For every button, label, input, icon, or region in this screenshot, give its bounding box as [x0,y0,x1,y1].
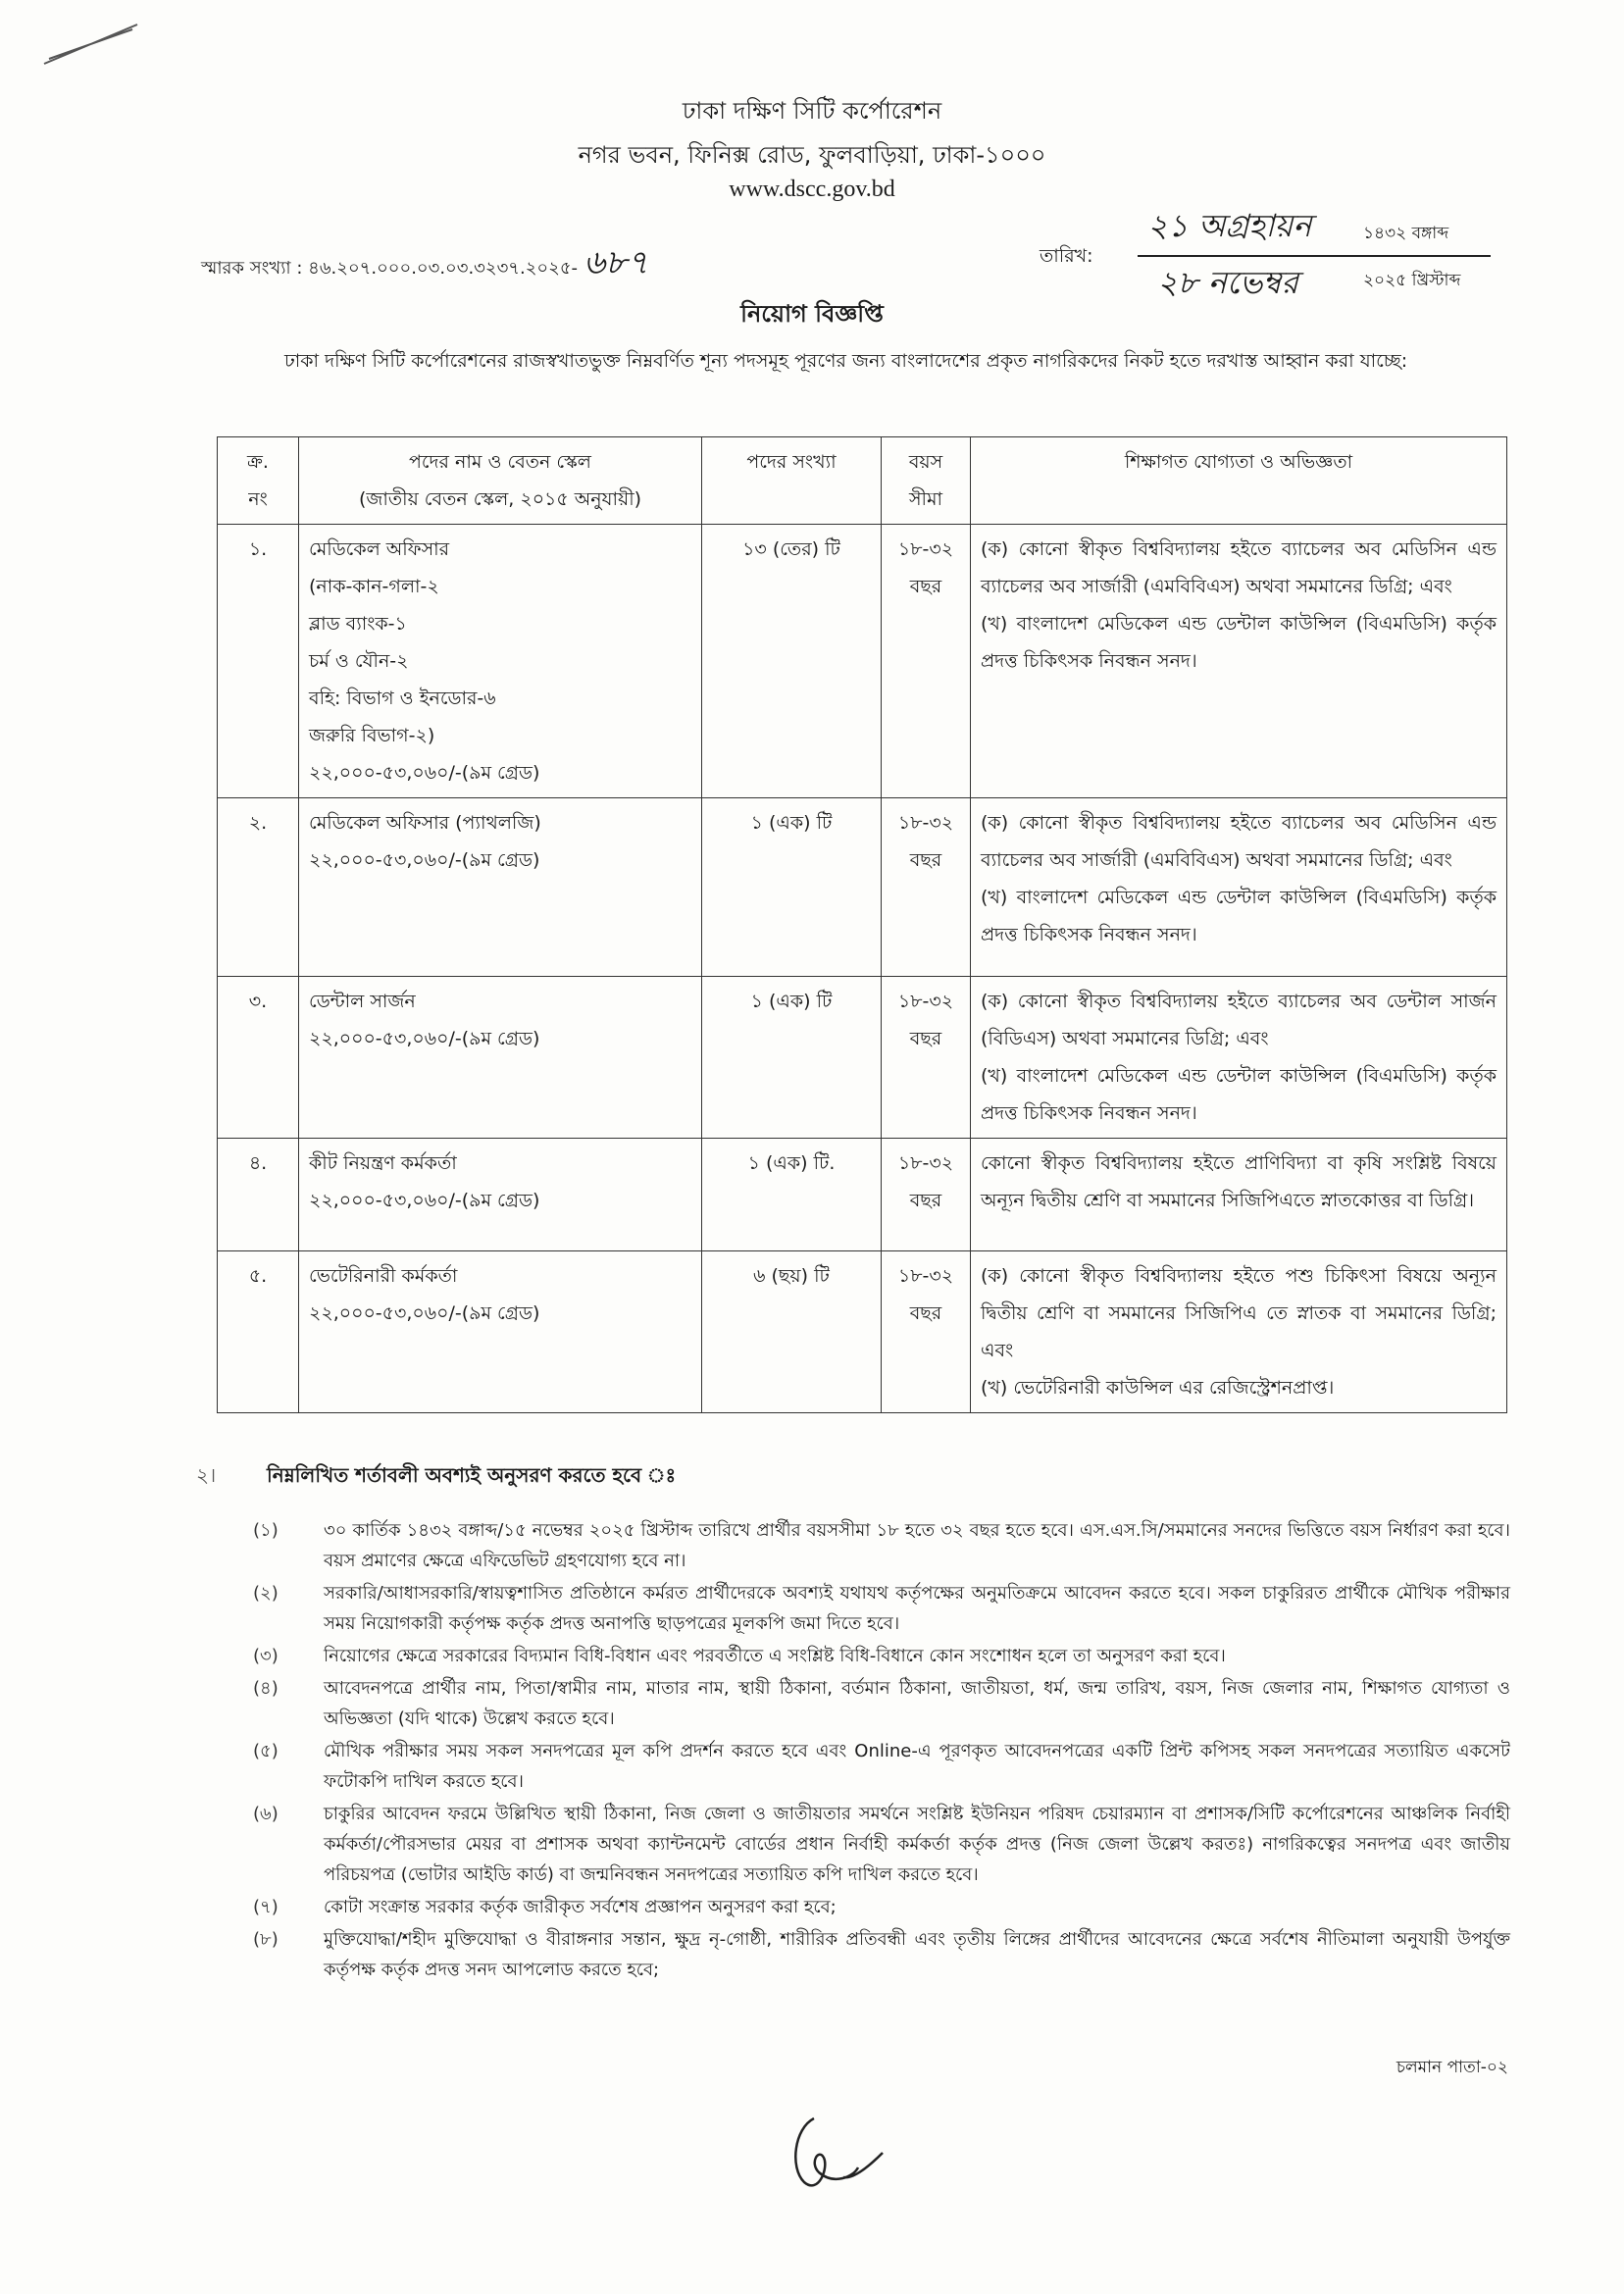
post-line: ডেন্টাল সার্জন [309,991,416,1012]
date-block [1040,201,1491,299]
header-serial [218,437,299,525]
condition-item [253,1641,1510,1671]
condition-number: (৩) [253,1646,279,1666]
age-line: বছর [909,576,942,597]
continued-page-note: চলমান পাতা-০২ [1396,2058,1508,2077]
header-post [299,437,702,525]
header-count: পদের সংখ্যা [702,437,882,525]
condition-text: চাকুরির আবেদন ফরমে উল্লিখিত স্থায়ী ঠিকানা, নিজ জেলা ও জাতীয়তার সমর্থনে সংশ্লিষ্ট ইউনিয়ন পরিষদ চেয়ারম্যান বা প্রশাসক/সিটি কর্পোরেশনের আঞ্চলিক নির্বাহী কর্মকর্তা/পৌরসভার মেয়র বা প্রশাসক অথবা ক্যান্টনমেন্ট বোর্ডের প্রধান নির্বাহী কর্মকর্তা কর্তৃক প্রদত্ত (নিজ জেলা উল্লেখ করতঃ) নাগরিকত্বের সনদপত্র এবং জাতীয় পরিচয়পত্র (ভোটার আইডি কার্ড) বা জন্মনিবন্ধন সনদপত্রের সত্যায়িত কপি দাখিল করতে হবে। [324,1804,1510,1885]
cell-qualification [971,525,1507,798]
condition-item [253,1515,1510,1576]
english-year: ২০২৫ খ্রিস্টাব্দ [1363,271,1461,290]
condition-number: (১) [253,1520,279,1541]
post-line: কীট নিয়ন্ত্রণ কর্মকর্তা [309,1152,457,1174]
cell-age [882,1139,971,1251]
header-age-line: বয়স [908,451,943,473]
vacancy-table [217,436,1507,1413]
margin-scribble [39,20,147,69]
qualification-item: (খ) বাংলাদেশ মেডিকেল এন্ড ডেন্টাল কাউন্সিল (বিএমডিসি) কর্তৃক প্রদত্ত চিকিৎসক নিবন্ধন সনদ। [981,887,1497,945]
header-qualification: শিক্ষাগত যোগ্যতা ও অভিজ্ঞতা [971,437,1507,525]
post-line: ভেটেরিনারী কর্মকর্তা [309,1265,458,1287]
intro-paragraph: ঢাকা দক্ষিণ সিটি কর্পোরেশনের রাজস্বখাতভুক্ত নিম্নবর্ণিত শূন্য পদসমূহ পূরণের জন্য বাংলাদেশের প্রকৃত নাগরিকদের নিকট হতে দরখাস্ত আহ্বান করা যাচ্ছে: [284,350,1408,372]
section-2-heading [196,1461,676,1494]
table-row [218,525,1507,798]
condition-number: (৫) [253,1741,279,1761]
condition-number: (৬) [253,1804,279,1824]
post-line: ২২,০০০-৫৩,০৬০/-(৯ম গ্রেড) [309,1028,540,1049]
post-line: ২২,০০০-৫৩,০৬০/-(৯ম গ্রেড) [309,1190,540,1211]
age-line: বছর [909,849,942,871]
cell-serial: ২. [218,798,299,977]
signature [785,2109,892,2197]
condition-item [253,1924,1510,1985]
org-address: নগর ভবন, ফিনিক্স রোড, ফুলবাড়িয়া, ঢাকা-১০০০ [578,141,1046,169]
qualification-item: (ক) কোনো স্বীকৃত বিশ্ববিদ্যালয় হইতে ব্যাচেলর অব ডেন্টাল সার্জন (বিডিএস) অথবা সমমানের ডিগ্রি; এবং [981,991,1497,1049]
condition-text: ৩০ কার্তিক ১৪৩২ বঙ্গাব্দ/১৫ নভেম্বর ২০২৫ খ্রিস্টাব্দ তারিখে প্রার্থীর বয়সসীমা ১৮ হতে ৩২ বছর হতে হবে। এস.এস.সি/সমমানের সনদের ভিত্তিতে বয়স নির্ধারণ করা হবে। বয়স প্রমাণের ক্ষেত্রে এফিডেভিট গ্রহণযোগ্য হবে না। [324,1520,1510,1571]
post-line: জরুরি বিভাগ-২) [309,725,435,746]
cell-age [882,977,971,1139]
bangla-date: ২১ অগ্রহায়ন [1147,207,1312,244]
conditions-list [253,1515,1510,1987]
cell-serial: ৫. [218,1251,299,1413]
bangla-year: ১৪৩২ বঙ্গাব্দ [1363,224,1449,243]
condition-number: (৮) [253,1929,279,1950]
condition-text: কোটা সংক্রান্ত সরকার কর্তৃক জারীকৃত সর্বশেষ প্রজ্ঞাপন অনুসরণ করা হবে; [324,1897,837,1917]
memo-handwritten-number: ৬৮৭ [584,243,649,282]
cell-qualification [971,798,1507,977]
age-line: ১৮-৩২ [897,1265,954,1287]
post-line: ২২,০০০-৫৩,০৬০/-(৯ম গ্রেড) [309,762,540,784]
section-heading: নিম্নলিখিত শর্তাবলী অবশ্যই অনুসরণ করতে হবে ঃ [267,1463,677,1487]
cell-post [299,525,702,798]
condition-text: সরকারি/আধাসরকারি/স্বায়ত্বশাসিত প্রতিষ্ঠানে কর্মরত প্রার্থীদেরকে অবশ্যই যথাযথ কর্তৃপক্ষের অনুমতিক্রমে আবেদন করতে হবে। সকল চাকুরিরত প্রার্থীকে মৌখিক পরীক্ষার সময় নিয়োগকারী কর্তৃপক্ষ কর্তৃক প্রদত্ত অনাপত্তি ছাড়পত্রের মূলকপি জমা দিতে হবে। [324,1583,1510,1634]
qualification-item: (খ) বাংলাদেশ মেডিকেল এন্ড ডেন্টাল কাউন্সিল (বিএমডিসি) কর্তৃক প্রদত্ত চিকিৎসক নিবন্ধন সনদ। [981,1065,1497,1124]
post-line: ২২,০০০-৫৩,০৬০/-(৯ম গ্রেড) [309,1302,540,1324]
condition-number: (৪) [253,1678,279,1699]
age-line: বছর [909,1190,942,1211]
condition-item [253,1736,1510,1797]
table-row [218,1251,1507,1413]
table-row [218,1139,1507,1251]
memo-number [201,237,648,293]
age-line: বছর [909,1302,942,1324]
cell-age [882,1251,971,1413]
post-line: চর্ম ও যৌন-২ [309,650,409,672]
condition-item [253,1892,1510,1922]
post-line: ২২,০০০-৫৩,০৬০/-(৯ম গ্রেড) [309,849,540,871]
qualification-item: (খ) ভেটেরিনারী কাউন্সিল এর রেজিস্ট্রেশনপ্রাপ্ত। [981,1377,1335,1399]
cell-post [299,1251,702,1413]
section-number: ২। [196,1463,217,1487]
cell-serial: ১. [218,525,299,798]
condition-number: (২) [253,1583,279,1604]
cell-age [882,525,971,798]
header-post-line: পদের নাম ও বেতন স্কেল [409,451,591,473]
table-row [218,977,1507,1139]
qualification-item: (ক) কোনো স্বীকৃত বিশ্ববিদ্যালয় হইতে পশু চিকিৎসা বিষয়ে অন্যূন দ্বিতীয় শ্রেণি বা সমমানের সিজিপিএ তে স্নাতক বা সমমানের ডিগ্রি; এবং [981,1265,1497,1361]
cell-qualification [971,1139,1507,1251]
date-divider [1138,255,1491,257]
condition-text: নিয়োগের ক্ষেত্রে সরকারের বিদ্যমান বিধি-বিধান এবং পরবর্তীতে এ সংশ্লিষ্ট বিধি-বিধানে কোন সংশোধন হলে তা অনুসরণ করা হবে। [324,1646,1226,1666]
post-line: ব্লাড ব্যাংক-১ [309,613,407,635]
condition-item [253,1578,1510,1639]
header-age [882,437,971,525]
post-line: বহি: বিভাগ ও ইনডোর-৬ [309,688,496,709]
cell-qualification [971,977,1507,1139]
age-line: ১৮-৩২ [897,1152,954,1174]
condition-text: মুক্তিযোদ্ধা/শহীদ মুক্তিযোদ্ধা ও বীরাঙ্গনার সন্তান, ক্ষুদ্র নৃ-গোষ্ঠী, শারীরিক প্রতিবন্ধী এবং তৃতীয় লিঙ্গের প্রার্থীদের আবেদনের ক্ষেত্রে সর্বশেষ নীতিমালা অনুযায়ী উপর্যুক্ত কর্তৃপক্ষ কর্তৃক প্রদত্ত সনদ আপলোড করতে হবে; [324,1929,1510,1980]
qualification-item: কোনো স্বীকৃত বিশ্ববিদ্যালয় হইতে প্রাণিবিদ্যা বা কৃষি সংশ্লিষ্ট বিষয়ে অন্যূন দ্বিতীয় শ্রেণি বা সমমানের সিজিপিএতে স্নাতকোত্তর বা ডিগ্রি। [981,1152,1497,1211]
cell-post [299,977,702,1139]
condition-item [253,1799,1510,1890]
cell-count: ১ (এক) টি [702,798,882,977]
cell-count: ১ (এক) টি [702,977,882,1139]
condition-text: আবেদনপত্রে প্রার্থীর নাম, পিতা/স্বামীর নাম, মাতার নাম, স্থায়ী ঠিকানা, বর্তমান ঠিকানা, জাতীয়তা, ধর্ম, জন্ম তারিখ, বয়স, নিজ জেলার নাম, শিক্ষাগত যোগ্যতা ও অভিজ্ঞতা (যদি থাকে) উল্লেখ করতে হবে। [324,1678,1510,1729]
date-label: তারিখ: [1040,245,1093,267]
cell-qualification [971,1251,1507,1413]
cell-count: ১৩ (তের) টি [702,525,882,798]
cell-age [882,798,971,977]
condition-text: মৌখিক পরীক্ষার সময় সকল সনদপত্রের মূল কপি প্রদর্শন করতে হবে এবং Online-এ পূরণকৃত আবেদনপত্রের একটি প্রিন্ট কপিসহ সকল সনদপত্রের সত্যায়িত একসেট ফটোকপি দাখিল করতে হবে। [324,1741,1510,1792]
org-website: www.dscc.gov.bd [729,177,895,202]
memo-label: স্মারক সংখ্যা : ৪৬.২০৭.০০০.০৩.০৩.৩২৩৭.২০২৫- [201,258,579,279]
header-age-line: সীমা [908,488,943,510]
cell-serial: ৩. [218,977,299,1139]
post-line: মেডিকেল অফিসার (প্যাথলজি) [309,812,541,834]
condition-number: (৭) [253,1897,279,1917]
condition-item [253,1673,1510,1734]
cell-serial: ৪. [218,1139,299,1251]
qualification-item: (ক) কোনো স্বীকৃত বিশ্ববিদ্যালয় হইতে ব্যাচেলর অব মেডিসিন এন্ড ব্যাচেলর অব সার্জারী (এমবিবিএস) অথবা সমমানের ডিগ্রি; এবং [981,812,1497,871]
table-header-row [218,437,1507,525]
page-title: নিয়োগ বিজ্ঞপ্তি [740,300,884,328]
cell-post [299,798,702,977]
org-name: ঢাকা দক্ষিণ সিটি কর্পোরেশন [682,97,942,125]
age-line: বছর [909,1028,942,1049]
age-line: ১৮-৩২ [897,991,954,1012]
header-post-line: (জাতীয় বেতন স্কেল, ২০১৫ অনুযায়ী) [358,488,642,510]
table-row [218,798,1507,977]
post-line: মেডিকেল অফিসার [309,538,450,560]
qualification-item: (খ) বাংলাদেশ মেডিকেল এন্ড ডেন্টাল কাউন্সিল (বিএমডিসি) কর্তৃক প্রদত্ত চিকিৎসক নিবন্ধন সনদ। [981,613,1497,672]
english-date: ২৮ নভেম্বর [1157,264,1298,301]
header-serial-line: ক্র. [247,451,269,473]
cell-count: ১ (এক) টি. [702,1139,882,1251]
cell-post [299,1139,702,1251]
header-serial-line: নং [248,488,268,510]
qualification-item: (ক) কোনো স্বীকৃত বিশ্ববিদ্যালয় হইতে ব্যাচেলর অব মেডিসিন এন্ড ব্যাচেলর অব সার্জারী (এমবিবিএস) অথবা সমমানের ডিগ্রি; এবং [981,538,1497,597]
age-line: ১৮-৩২ [897,538,954,560]
post-line: (নাক-কান-গলা-২ [309,576,439,597]
cell-count: ৬ (ছয়) টি [702,1251,882,1413]
age-line: ১৮-৩২ [897,812,954,834]
